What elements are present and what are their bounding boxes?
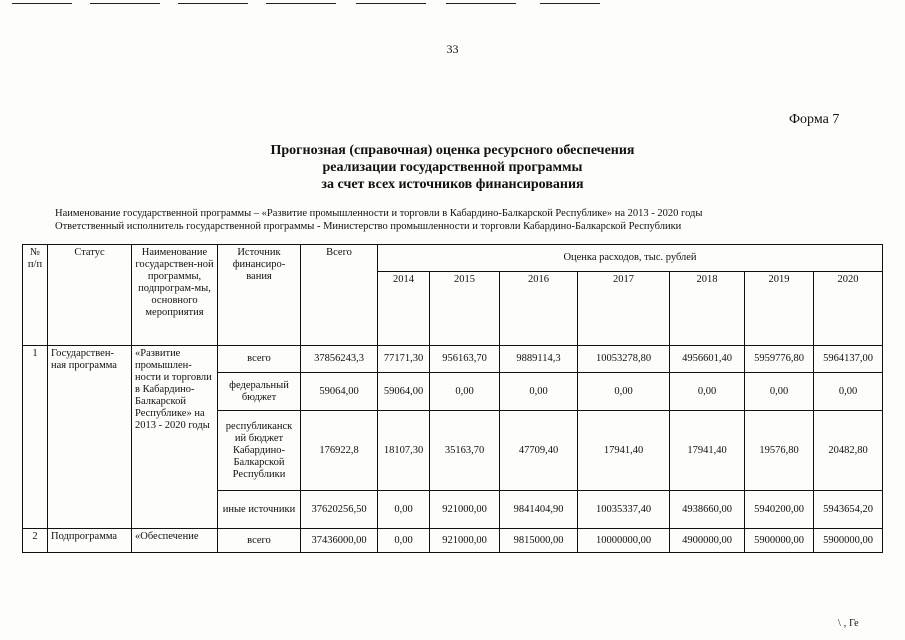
scan-top-rule [446,3,516,4]
corner-mark: \ ‚ Ге [838,618,859,629]
value-cell: 0,00 [670,373,745,411]
value-cell: 0,00 [430,373,500,411]
value-cell: 17941,40 [578,411,670,491]
scan-top-rule [266,3,336,4]
value-cell: 5959776,80 [745,346,814,373]
header-year: 2016 [500,272,578,346]
form-label: Форма 7 [789,112,840,127]
total-cell: 37436000,00 [301,529,378,553]
header-year: 2019 [745,272,814,346]
value-cell: 59064,00 [378,373,430,411]
value-cell: 4900000,00 [670,529,745,553]
source-cell: всего [218,346,301,373]
value-cell: 35163,70 [430,411,500,491]
value-cell: 0,00 [745,373,814,411]
value-cell: 20482,80 [814,411,883,491]
scan-top-rule [12,3,72,4]
value-cell: 17941,40 [670,411,745,491]
value-cell: 956163,70 [430,346,500,373]
value-cell: 47709,40 [500,411,578,491]
row-status: Подпрограмма [48,529,132,553]
header-year: 2014 [378,272,430,346]
scan-top-rule [540,3,600,4]
total-cell: 176922,8 [301,411,378,491]
value-cell: 4938660,00 [670,491,745,529]
document-title [0,142,905,193]
resource-table [22,244,883,553]
header-year: 2015 [430,272,500,346]
scan-top-rule [178,3,248,4]
value-cell: 19576,80 [745,411,814,491]
table-row [23,346,883,373]
source-cell: всего [218,529,301,553]
source-cell: федеральный бюджет [218,373,301,411]
executor-line: Ответственный исполнитель государственной программы - Министерство промышленности и торговли Кабардино-Балкарской Республики [55,221,682,232]
header-name: Наименование государствен-ной программы, подпрограм-мы, основного мероприятия [132,245,218,346]
scan-top-rule [356,3,426,4]
value-cell: 5943654,20 [814,491,883,529]
total-cell: 37856243,3 [301,346,378,373]
value-cell: 18107,30 [378,411,430,491]
value-cell: 10035337,40 [578,491,670,529]
source-cell: республиканск ий бюджет Кабардино-Балкарской Республики [218,411,301,491]
row-name: «Обеспечение [132,529,218,553]
total-cell: 37620256,50 [301,491,378,529]
row-name: «Развитие промышлен-ности и торговли в Кабардино-Балкарской Республике» на 2013 - 2020 годы [132,346,218,529]
program-name-line: Наименование государственной программы – «Развитие промышленности и торговли в Кабардино-Балкарской Республике» на 2013 - 2020 годы [55,208,703,219]
value-cell: 9889114,3 [500,346,578,373]
header-status: Статус [48,245,132,346]
value-cell: 10053278,80 [578,346,670,373]
value-cell: 921000,00 [430,529,500,553]
title-line: за счет всех источников финансирования [321,177,584,192]
source-cell: иные источники [218,491,301,529]
table-row [23,529,883,553]
value-cell: 0,00 [378,529,430,553]
value-cell: 5964137,00 [814,346,883,373]
value-cell: 5940200,00 [745,491,814,529]
header-year: 2018 [670,272,745,346]
value-cell: 0,00 [814,373,883,411]
title-line: реализации государственной программы [322,160,583,175]
header-estimate: Оценка расходов, тыс. рублей [378,245,883,272]
value-cell: 921000,00 [430,491,500,529]
header-num: № п/п [23,245,48,346]
value-cell: 10000000,00 [578,529,670,553]
header-year: 2020 [814,272,883,346]
value-cell: 5900000,00 [745,529,814,553]
row-status: Государствен-ная программа [48,346,132,529]
scan-top-rule [90,3,160,4]
row-num: 1 [23,346,48,529]
value-cell: 0,00 [578,373,670,411]
row-num: 2 [23,529,48,553]
value-cell: 77171,30 [378,346,430,373]
header-year: 2017 [578,272,670,346]
value-cell: 9841404,90 [500,491,578,529]
value-cell: 5900000,00 [814,529,883,553]
header-source: Источник финансиро-вания [218,245,301,346]
value-cell: 0,00 [500,373,578,411]
page-number: 33 [446,42,459,56]
title-line: Прогнозная (справочная) оценка ресурсного обеспечения [270,143,635,158]
total-cell: 59064,00 [301,373,378,411]
value-cell: 0,00 [378,491,430,529]
header-total: Всего [301,245,378,346]
value-cell: 9815000,00 [500,529,578,553]
value-cell: 4956601,40 [670,346,745,373]
